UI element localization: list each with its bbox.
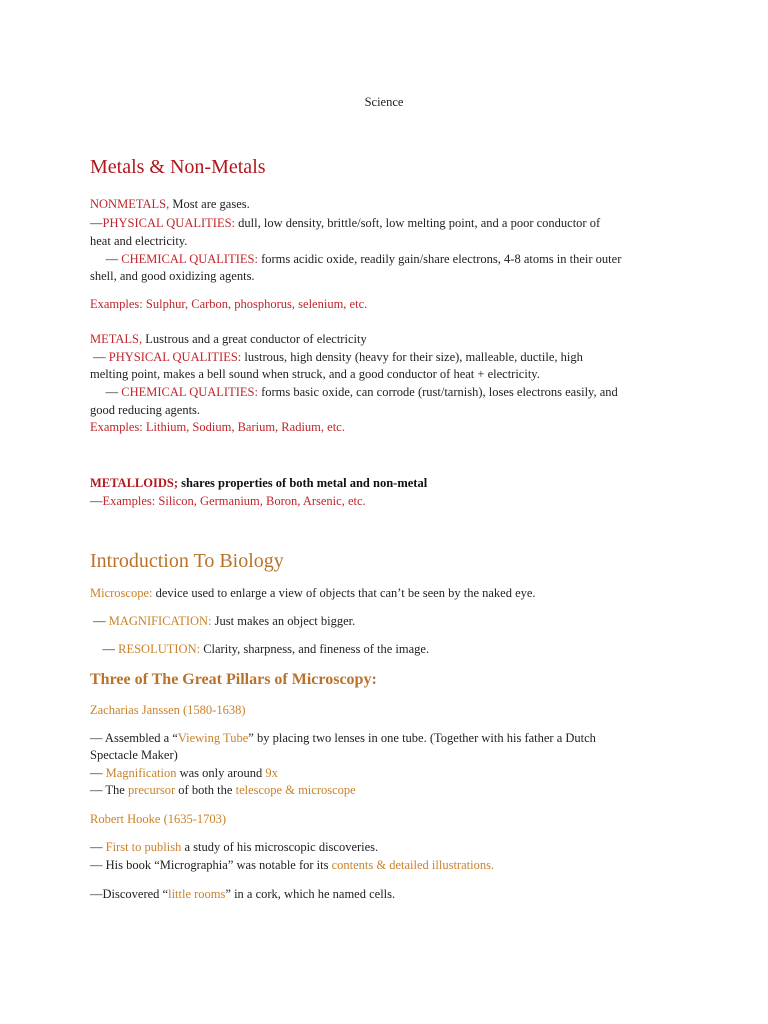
text: — <box>90 840 106 854</box>
dash: — <box>90 494 103 508</box>
metals-physical-line-2: melting point, makes a bell sound when struck, and a good conductor of heat + electricity. <box>90 367 540 381</box>
text: — <box>90 766 106 780</box>
nonmetals-desc: Most are gases. <box>169 197 250 211</box>
hooke-line-2 <box>90 857 494 873</box>
dash: — <box>90 252 122 266</box>
text: ” in a cork, which he named cells. <box>225 887 396 901</box>
janssen-line-1 <box>90 730 596 746</box>
nonmetals-physical-line-2: heat and electricity. <box>90 234 188 248</box>
metals-physical-label: PHYSICAL QUALITIES: <box>108 350 242 364</box>
text: was only around <box>176 766 266 780</box>
nonmetals-examples: Examples: Sulphur, Carbon, phosphorus, selenium, etc. <box>90 297 368 311</box>
contents-term: contents & detailed illustrations <box>331 858 491 872</box>
text: — His book “Micrographia” was notable for its <box>90 858 332 872</box>
janssen-line-2: Spectacle Maker) <box>90 748 178 762</box>
hooke-name: Robert Hooke (1635-1703) <box>90 812 227 826</box>
magnification-line <box>90 613 355 629</box>
viewing-tube-term: Viewing Tube <box>177 731 249 745</box>
dash: — <box>90 385 122 399</box>
resolution-label: RESOLUTION: <box>118 642 201 656</box>
dash: — <box>90 350 109 364</box>
heading-metals: Metals & Non-Metals <box>90 156 266 178</box>
metals-label: METALS, <box>90 332 143 346</box>
nonmetals-chemical-line <box>90 251 621 267</box>
janssen-line-3 <box>90 765 278 781</box>
resolution-text: Clarity, sharpness, and fineness of the image. <box>200 642 430 656</box>
nonmetals-chemical-text: forms acidic oxide, readily gain/share electrons, 4-8 atoms in their outer <box>257 252 622 266</box>
nonmetals-chemical-line-2: shell, and good oxidizing agents. <box>90 269 255 283</box>
magnification-text: Just makes an object bigger. <box>211 614 356 628</box>
magnification-value: 9x <box>265 766 278 780</box>
microscope-line <box>90 585 536 601</box>
metals-physical-line <box>90 349 583 365</box>
dash: — <box>90 216 103 230</box>
metalloids-desc: shares properties of both metal and non-metal <box>177 476 428 490</box>
magnification-label: MAGNIFICATION: <box>108 614 212 628</box>
nonmetals-physical-line <box>90 215 600 231</box>
hooke-line-3 <box>90 886 395 902</box>
text: . <box>490 858 495 872</box>
text: of both the <box>175 783 236 797</box>
heading-biology: Introduction To Biology <box>90 550 284 572</box>
janssen-line-4 <box>90 782 356 798</box>
heading-pillars: Three of The Great Pillars of Microscopy: <box>90 671 377 688</box>
text: — The <box>90 783 128 797</box>
metalloids-examples-line <box>90 493 366 509</box>
metals-chemical-line <box>90 384 618 400</box>
little-rooms-term: little rooms <box>168 887 226 901</box>
text: —Discovered “ <box>90 887 169 901</box>
microscope-text: device used to enlarge a view of objects that can’t be seen by the naked eye. <box>152 586 536 600</box>
janssen-name: Zacharias Janssen (1580-1638) <box>90 703 246 717</box>
text: — Assembled a “ <box>90 731 178 745</box>
magnification-term: Magnification <box>105 766 177 780</box>
microscope-label: Microscope: <box>90 586 153 600</box>
metalloids-examples: Examples: Silicon, Germanium, Boron, Arsenic, etc. <box>102 494 366 508</box>
precursor-term: precursor <box>127 783 176 797</box>
hooke-line-1 <box>90 839 378 855</box>
metalloids-line <box>90 475 427 491</box>
metals-physical-text: lustrous, high density (heavy for their size), malleable, ductile, high <box>241 350 583 364</box>
nonmetals-physical-text: dull, low density, brittle/soft, low melting point, and a poor conductor of <box>235 216 601 230</box>
metals-chemical-text: forms basic oxide, can corrode (rust/tarnish), loses electrons easily, and <box>257 385 618 399</box>
telescope-microscope-term: telescope & microscope <box>235 783 356 797</box>
metals-line <box>90 331 367 347</box>
nonmetals-physical-label: PHYSICAL QUALITIES: <box>102 216 236 230</box>
dash: — <box>90 642 119 656</box>
dash: — <box>90 614 109 628</box>
nonmetals-line <box>90 196 250 212</box>
text: ” by placing two lenses in one tube. (Together with his father a Dutch <box>248 731 596 745</box>
metals-desc: Lustrous and a great conductor of electricity <box>142 332 367 346</box>
page-header-title: Science <box>364 95 404 109</box>
metals-chemical-label: CHEMICAL QUALITIES: <box>121 385 258 399</box>
first-to-publish-term: First to publish <box>105 840 182 854</box>
metals-chemical-line-2: good reducing agents. <box>90 403 201 417</box>
nonmetals-chemical-label: CHEMICAL QUALITIES: <box>121 252 258 266</box>
text: a study of his microscopic discoveries. <box>181 840 379 854</box>
metals-examples: Examples: Lithium, Sodium, Barium, Radium, etc. <box>90 420 345 434</box>
metalloids-label: METALLOIDS; <box>90 476 178 490</box>
resolution-line <box>90 641 429 657</box>
nonmetals-label: NONMETALS, <box>90 197 170 211</box>
